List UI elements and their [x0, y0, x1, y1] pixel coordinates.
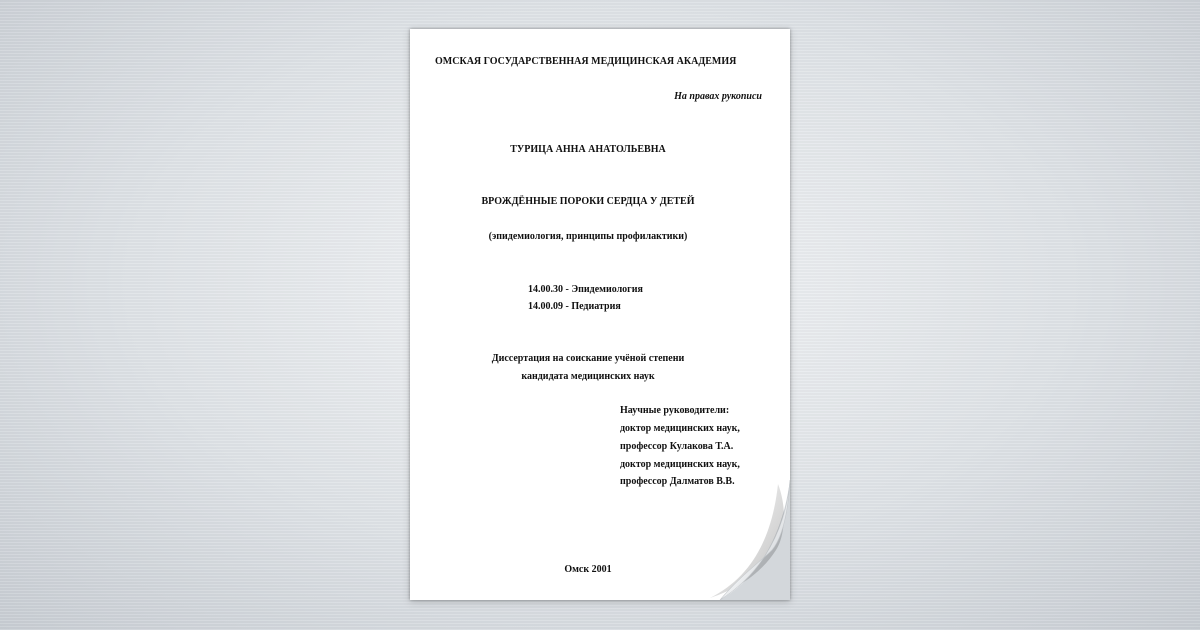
degree-line: Диссертация на соискание учёной степени: [491, 353, 685, 364]
document-page: [410, 29, 790, 600]
rights-note: На правах рукописи: [674, 91, 762, 102]
supervisors-heading: Научные руководители:: [620, 405, 730, 416]
dissertation-title: ВРОЖДЁННЫЕ ПОРОКИ СЕРДЦА У ДЕТЕЙ: [481, 196, 695, 207]
specialty-code: 14.00.09 - Педиатрия: [528, 301, 621, 312]
page-curl-icon: [700, 480, 790, 600]
supervisor-line: доктор медицинских наук,: [620, 459, 740, 470]
author-name: ТУРИЦА АННА АНАТОЛЬЕВНА: [510, 144, 666, 155]
supervisor-line: доктор медицинских наук,: [620, 423, 740, 434]
supervisor-line: профессор Кулакова Т.А.: [620, 441, 734, 452]
dissertation-subtitle: (эпидемиология, принципы профилактики): [488, 231, 688, 242]
specialty-code: 14.00.30 - Эпидемиология: [528, 284, 643, 295]
supervisor-line: профессор Далматов В.В.: [620, 476, 735, 487]
place-year: Омск 2001: [564, 564, 612, 575]
degree-line: кандидата медицинских наук: [521, 371, 655, 382]
institution-name: ОМСКАЯ ГОСУДАРСТВЕННАЯ МЕДИЦИНСКАЯ АКАДЕМИЯ: [435, 56, 737, 67]
